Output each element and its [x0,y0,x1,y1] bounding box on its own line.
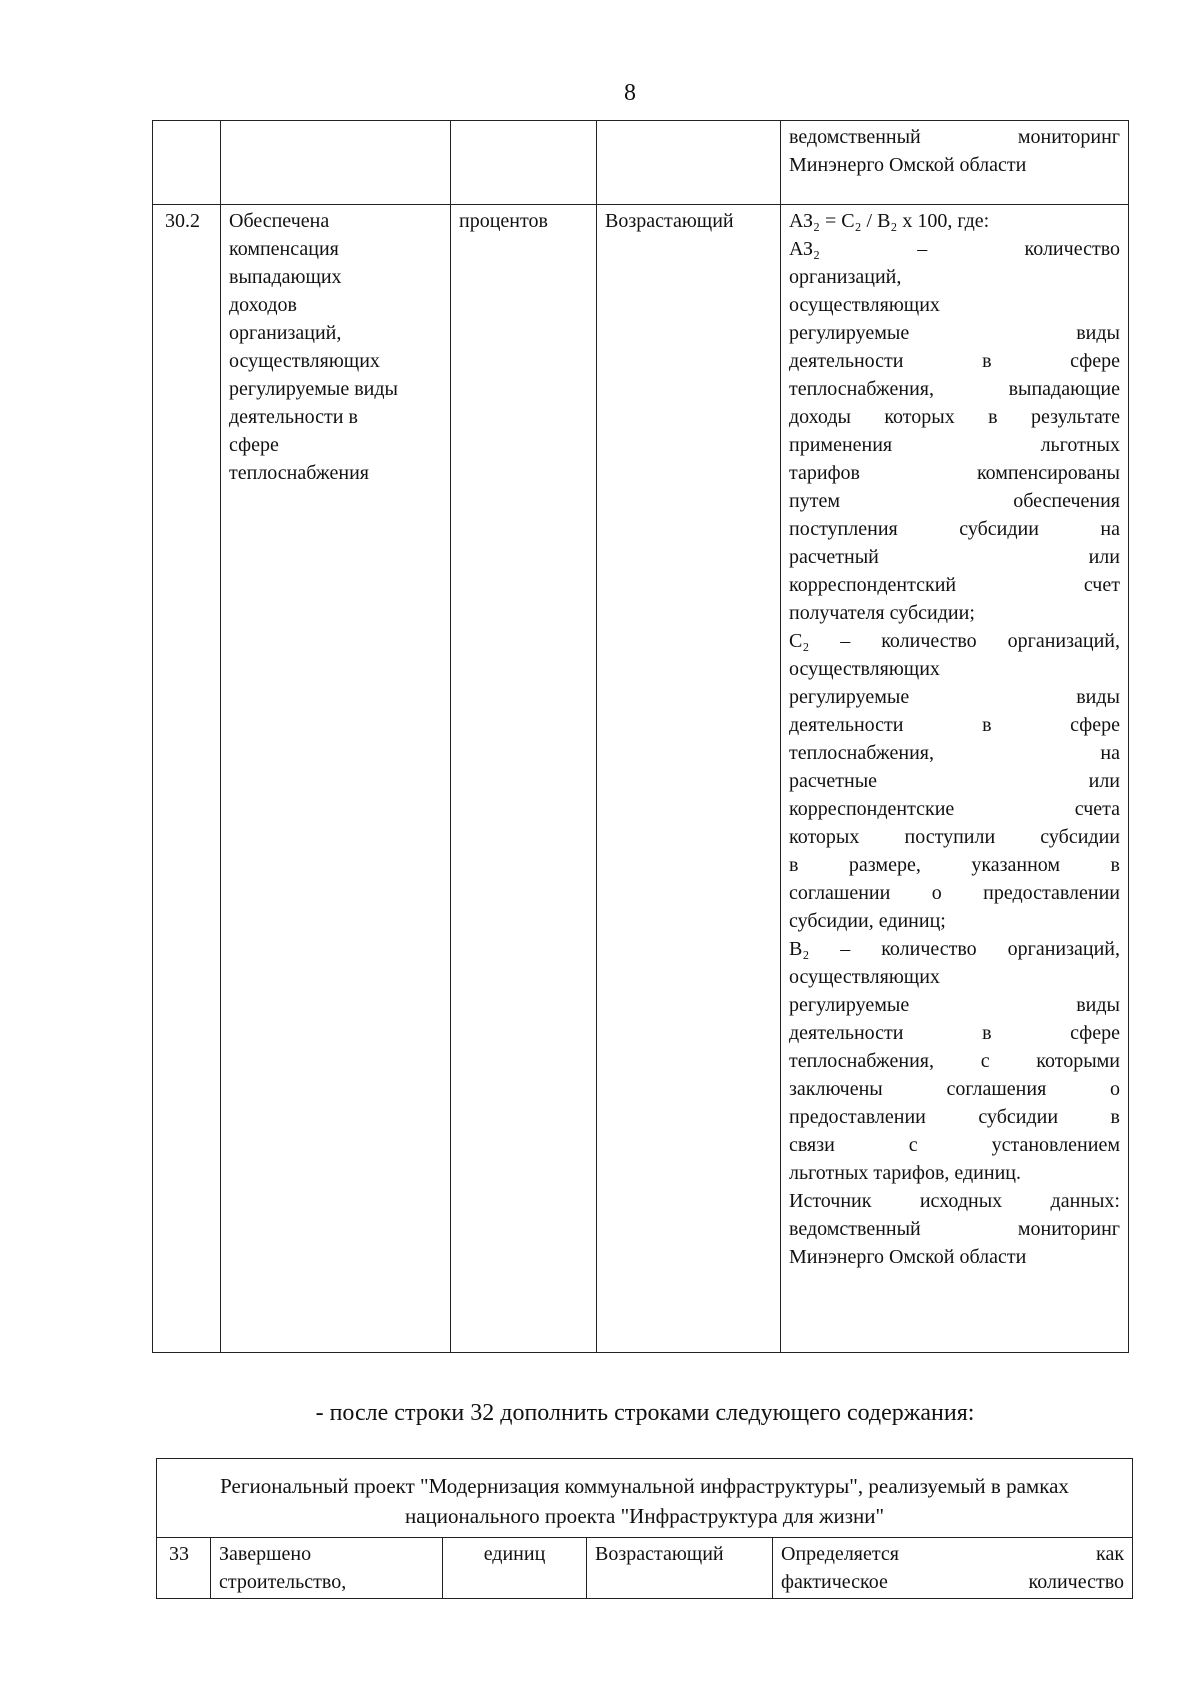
method-line: расчетные или [789,770,1120,792]
method-line: заключены соглашения о [789,1078,1120,1100]
method-line: фактическое количество [781,1571,1125,1593]
method-line: деятельности в сфере [789,714,1120,736]
calculation-method [781,205,1129,1353]
cell-indicator [221,121,451,205]
method-line: Минэнерго Омской области [789,154,1027,176]
method-line: тарифов компенсированы [789,462,1120,484]
method-line: Источник исходных данных: [789,1190,1120,1212]
indicator-line: регулируемые виды [229,378,398,400]
method-line: льготных тарифов, единиц. [789,1162,1021,1184]
cell-trend [597,121,781,205]
unit-of-measure: единиц [443,1538,587,1599]
method-line: Минэнерго Омской области [789,1246,1027,1268]
method-line: осуществляющих [789,658,940,680]
trend-type: Возрастающий [597,205,781,1353]
indicator-line: Обеспечена [229,210,330,232]
table-row-continuation [153,121,1129,205]
method-line: осуществляющих [789,966,940,988]
project-header-row [157,1459,1133,1538]
indicator-name [211,1538,443,1599]
method-line: которых поступили субсидии [789,826,1120,848]
indicator-line: Завершено [219,1543,312,1565]
method-line: АЗ₂ = С₂ / В₂ х 100, где: [789,210,990,232]
table-row-33 [157,1538,1133,1599]
indicator-line: осуществляющих [229,350,380,372]
method-line: деятельности в сфере [789,350,1120,372]
method-line: теплоснабжения, с которыми [789,1050,1120,1072]
unit-of-measure: процентов [451,205,597,1353]
method-line: доходы которых в результате [789,406,1120,428]
method-line: путем обеспечения [789,490,1120,512]
indicator-line: организаций, [229,322,342,344]
regional-project-header: Региональный проект "Модернизация коммунальной инфраструктуры", реализуемый в рамках национального проекта "Инфраструктура для жизни" [157,1459,1133,1538]
amendment-instruction: - после строки 32 дополнить строками следующего содержания: [315,1400,975,1426]
method-line: применения льготных [789,434,1120,456]
cell-method [781,121,1129,205]
indicator-line: выпадающих [229,266,342,288]
method-line: связи с установлением [789,1134,1120,1156]
indicator-line: деятельности в [229,406,358,428]
cell-num [153,121,221,205]
method-line: корреспондентские счета [789,798,1120,820]
trend-type: Возрастающий [587,1538,773,1599]
method-line: деятельности в сфере [789,1022,1120,1044]
method-line: предоставлении субсидии в [789,1106,1120,1128]
indicator-line: теплоснабжения [229,462,369,484]
calculation-method [773,1538,1133,1599]
page-number: 8 [624,80,636,106]
method-line: получателя субсидии; [789,602,975,624]
cell-unit [451,121,597,205]
indicator-line: сфере [229,434,279,456]
method-line: поступления субсидии на [789,518,1120,540]
row-number: 33 [157,1538,211,1599]
indicator-line: строительство, [219,1571,347,1593]
indicators-table-continued [152,120,1129,1353]
method-line: расчетный или [789,546,1120,568]
table-row-30-2 [153,205,1129,1353]
method-line: осуществляющих [789,294,940,316]
indicator-line: доходов [229,294,297,316]
method-line: АЗ₂ – количество [789,238,1120,260]
method-line: регулируемые виды [789,686,1120,708]
method-line: в размере, указанном в [789,854,1120,876]
method-line: соглашении о предоставлении [789,882,1120,904]
method-line: теплоснабжения, на [789,742,1120,764]
method-line: корреспондентский счет [789,574,1120,596]
indicator-name [221,205,451,1353]
method-line: теплоснабжения, выпадающие [789,378,1120,400]
method-line: субсидии, единиц; [789,910,946,932]
method-line: регулируемые виды [789,322,1120,344]
method-line: регулируемые виды [789,994,1120,1016]
indicators-table-new-rows [156,1458,1133,1599]
method-line: В₂ – количество организаций, [789,938,1120,960]
method-line: Определяется как [781,1543,1125,1565]
method-line: С₂ – количество организаций, [789,630,1120,652]
method-line: ведомственный мониторинг [789,126,1120,148]
indicator-line: компенсация [229,238,339,260]
method-line: организаций, [789,266,902,288]
row-number: 30.2 [153,205,221,1353]
method-line: ведомственный мониторинг [789,1218,1120,1240]
